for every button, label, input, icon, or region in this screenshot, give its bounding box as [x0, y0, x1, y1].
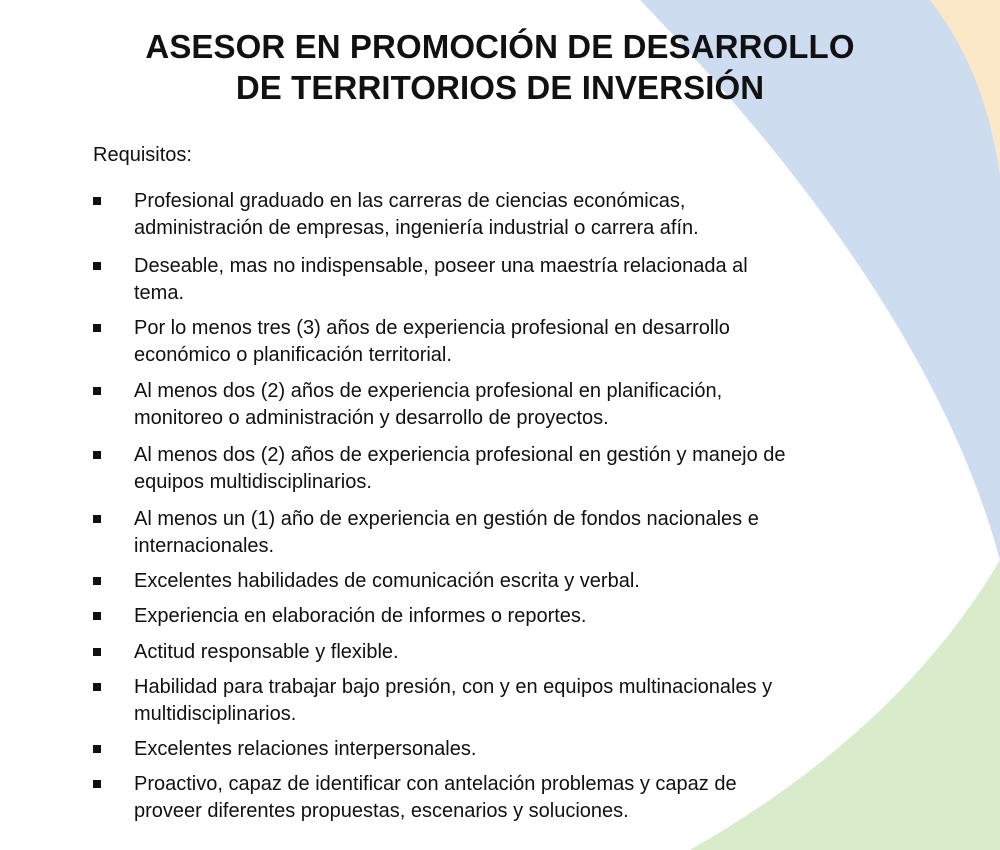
list-item-text [134, 568, 934, 595]
square-bullet-icon [93, 451, 101, 459]
list-item-line: Experiencia en elaboración de informes o reportes. [134, 605, 587, 627]
square-bullet-icon [93, 262, 101, 270]
square-bullet-icon [93, 612, 101, 620]
list-item-text [134, 378, 934, 432]
list-item-text [134, 188, 934, 242]
list-item-line: internacionales. [134, 535, 275, 557]
requirements-heading: Requisitos: [93, 144, 192, 166]
square-bullet-icon [93, 745, 101, 753]
list-item-text [134, 674, 934, 728]
list-item-text [134, 506, 934, 560]
list-item-line: proveer diferentes propuestas, escenarios y soluciones. [134, 800, 629, 822]
list-item-line: Excelentes habilidades de comunicación escrita y verbal. [134, 570, 640, 592]
list-item-text [134, 639, 934, 666]
page-title-line-2: DE TERRITORIOS DE INVERSIÓN [235, 69, 765, 106]
list-item-line: equipos multidisciplinarios. [134, 471, 372, 493]
square-bullet-icon [93, 577, 101, 585]
list-item-line: económico o planificación territorial. [134, 344, 452, 366]
list-item-text [134, 771, 934, 825]
list-item-text [134, 442, 934, 496]
list-item-line: multidisciplinarios. [134, 703, 297, 725]
square-bullet-icon [93, 387, 101, 395]
list-item-line: Al menos un (1) año de experiencia en gestión de fondos nacionales e [134, 508, 759, 530]
page-title-line-1: ASESOR EN PROMOCIÓN DE DESARROLLO [145, 28, 855, 65]
list-item-line: Al menos dos (2) años de experiencia profesional en planificación, [134, 380, 723, 402]
square-bullet-icon [93, 197, 101, 205]
list-item-line: Excelentes relaciones interpersonales. [134, 738, 477, 760]
list-item-line: administración de empresas, ingeniería industrial o carrera afín. [134, 217, 699, 239]
list-item-line: Profesional graduado en las carreras de ciencias económicas, [134, 190, 686, 212]
square-bullet-icon [93, 648, 101, 656]
square-bullet-icon [93, 515, 101, 523]
list-item-line: monitoreo o administración y desarrollo de proyectos. [134, 407, 609, 429]
list-item-line: tema. [134, 282, 185, 304]
list-item-text [134, 315, 934, 369]
list-item-line: Deseable, mas no indispensable, poseer una maestría relacionada al [134, 255, 748, 277]
list-item-line: Habilidad para trabajar bajo presión, con y en equipos multinacionales y [134, 676, 773, 698]
list-item-text [134, 253, 934, 307]
square-bullet-icon [93, 780, 101, 788]
list-item-text [134, 603, 934, 630]
square-bullet-icon [93, 324, 101, 332]
list-item-line: Actitud responsable y flexible. [134, 641, 399, 663]
list-item-line: Proactivo, capaz de identificar con antelación problemas y capaz de [134, 773, 737, 795]
list-item-text [134, 736, 934, 763]
list-item-line: Al menos dos (2) años de experiencia profesional en gestión y manejo de [134, 444, 786, 466]
square-bullet-icon [93, 683, 101, 691]
list-item-line: Por lo menos tres (3) años de experiencia profesional en desarrollo [134, 317, 730, 339]
